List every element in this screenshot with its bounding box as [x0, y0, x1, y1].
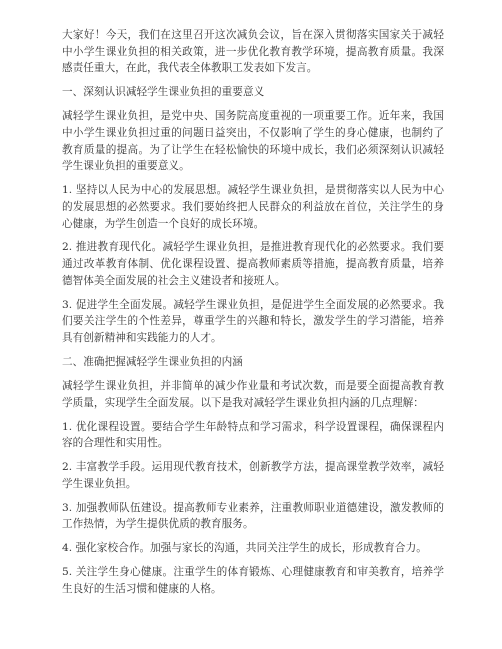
- document-content: [62, 27, 444, 605]
- section-2-item-2: 2. 丰富教学手段。运用现代教育技术，创新教学方法，提高课堂教学效率，减轻学生课业负担。: [62, 461, 444, 490]
- intro-paragraph: 大家好！今天，我们在这里召开这次减负会议，旨在深入贯彻落实国家关于减轻中小学生课业负担的相关政策，进一步优化教育教学环境，提高教育质量。我深感责任重大，在此，我代表全体教职工发表如下发言。: [62, 29, 444, 75]
- section-2-heading: 二、准确把握减轻学生课业负担的内涵: [62, 356, 243, 369]
- section-2-item-5: 5. 关注学生身心健康。注重学生的体育锻炼、心理健康教育和审美教育，培养学生良好的生活习惯和健康的人格。: [62, 566, 444, 595]
- section-1-item-2: 2. 推进教育现代化。减轻学生课业负担，是推进教育现代化的必然要求。我们要通过改革教育体制、优化课程设置、提高教师素质等措施，提高教育质量，培养德智体美全面发展的社会主义建设者和接班人。: [62, 241, 444, 287]
- section-2-item-3: 3. 加强教师队伍建设。提高教师专业素养，注重教师职业道德建设，激发教师的工作热情，为学生提供优质的教育服务。: [62, 501, 444, 531]
- section-2-body: 减轻学生课业负担，并非简单的减少作业量和考试次数，而是要全面提高教育教学质量，实现学生全面发展。以下是我对减轻学生课业负担内涵的几点理解：: [62, 379, 444, 409]
- section-1-heading: 一、深刻认识减轻学生课业负担的重要意义: [62, 86, 265, 99]
- section-1-item-3: 3. 促进学生全面发展。减轻学生课业负担，是促进学生全面发展的必然要求。我们要关注学生的个性差异，尊重学生的兴趣和特长，激发学生的学习潜能，培养具有创新精神和实践能力的人才。: [62, 298, 444, 345]
- section-2-item-4: 4. 强化家校合作。加强与家长的沟通，共同关注学生的成长，形成教育合力。: [62, 542, 427, 555]
- section-2-item-1: 1. 优化课程设置。要结合学生年龄特点和学习需求，科学设置课程，确保课程内容的合理性和实用性。: [62, 420, 444, 450]
- section-1-body: 减轻学生课业负担，是党中央、国务院高度重视的一项重要工作。近年来，我国中小学生课业负担过重的问题日益突出，不仅影响了学生的身心健康，也制约了教育质量的提高。为了让学生在轻松愉快的环境中成长，我们必须深刻认识减轻学生课业负担的重要意义。: [62, 110, 444, 173]
- section-1-item-1: 1. 坚持以人民为中心的发展思想。减轻学生课业负担，是贯彻落实以人民为中心的发展思想的必然要求。我们要始终把人民群众的利益放在首位，关注学生的身心健康，为学生创造一个良好的成长环境。: [62, 184, 444, 230]
